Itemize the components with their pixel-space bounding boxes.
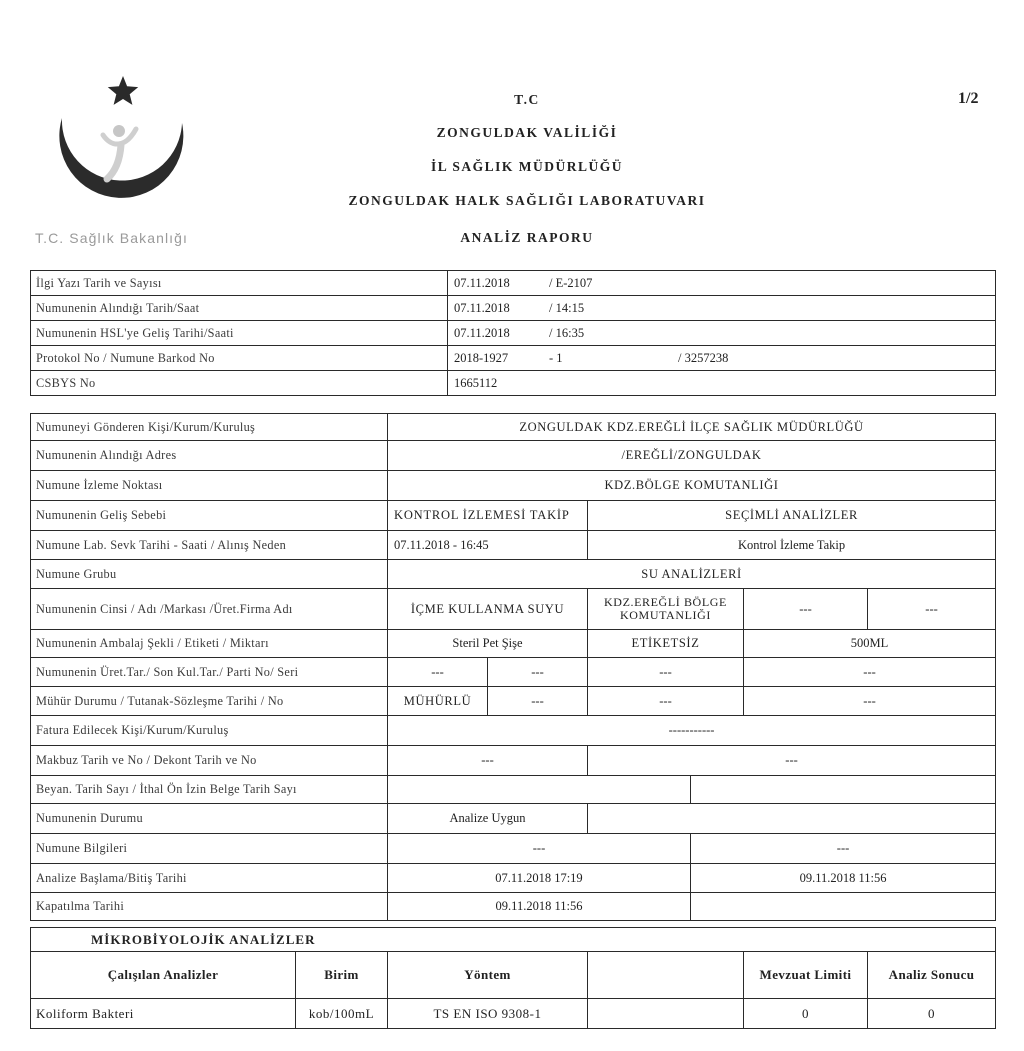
analysis-method: TS EN ISO 9308-1 — [388, 999, 588, 1029]
csbys-value: 1665112 — [448, 371, 996, 396]
arrival-value — [448, 321, 996, 346]
protocol-label: Protokol No / Numune Barkod No — [31, 346, 448, 371]
declaration-row — [31, 776, 996, 804]
header-laboratory: ZONGULDAK HALK SAĞLIĞI LABORATUVARI — [348, 193, 706, 208]
group-label: Numune Grubu — [31, 560, 388, 589]
closing-date-value: 09.11.2018 11:56 — [388, 893, 691, 921]
status-note — [588, 804, 996, 834]
analysis-header: Çalışılan Analizler — [31, 952, 296, 999]
method-header: Yöntem — [388, 952, 588, 999]
declaration-value — [388, 776, 691, 804]
analysis-dates-label: Analize Başlama/Bitiş Tarihi — [31, 864, 388, 893]
address-row — [31, 441, 996, 471]
header-directorate: İL SAĞLIK MÜDÜRLÜĞÜ — [430, 159, 624, 174]
type-label: Numunenin Cinsi / Adı /Markası /Üret.Firma Adı — [31, 589, 388, 630]
info-value-secondary: --- — [691, 834, 996, 864]
sampling-row — [31, 296, 996, 321]
sampling-label: Numunenin Alındığı Tarih/Saat — [31, 296, 448, 321]
dispatch-label: Numune Lab. Sevk Tarihi - Saati / Alınış Neden — [31, 531, 388, 560]
packaging-type: Steril Pet Şişe — [388, 630, 588, 658]
reference-date: 07.11.2018 — [454, 275, 510, 290]
address-value: /EREĞLİ/ZONGULDAK — [388, 441, 996, 471]
dispatch-row — [31, 531, 996, 560]
expiry-date: --- — [488, 658, 588, 687]
limit-header: Mevzuat Limiti — [744, 952, 868, 999]
address-label: Numunenin Alındığı Adres — [31, 441, 388, 471]
sender-row — [31, 414, 996, 441]
ministry-logo — [35, 75, 225, 250]
type-brand: --- — [744, 589, 868, 630]
header-country: T.C — [514, 92, 540, 107]
closing-date-blank — [691, 893, 996, 921]
report-date: --- — [488, 687, 588, 716]
analysis-limit: 0 — [744, 999, 868, 1029]
packaging-quantity: 500ML — [744, 630, 996, 658]
type-kind: İÇME KULLANMA SUYU — [388, 589, 588, 630]
analysis-result: 0 — [868, 999, 996, 1029]
info-label: Numune Bilgileri — [31, 834, 388, 864]
contract-number: --- — [744, 687, 996, 716]
analysis-name: Koliform Bakteri — [31, 999, 296, 1029]
type-name: KDZ.EREĞLİ BÖLGE KOMUTANLIĞI — [588, 589, 744, 630]
result-header: Analiz Sonucu — [868, 952, 996, 999]
bank-slip-value: --- — [588, 746, 996, 776]
billing-value: ----------- — [388, 716, 996, 746]
microbiology-table — [30, 927, 996, 1029]
microbiology-title-row — [31, 928, 996, 952]
microbiology-title: MİKROBİYOLOJİK ANALİZLER — [31, 928, 996, 952]
microbiology-header-row — [31, 952, 996, 999]
receipt-label: Makbuz Tarih ve No / Dekont Tarih ve No — [31, 746, 388, 776]
header-governorship: ZONGULDAK VALİLİĞİ — [436, 125, 618, 140]
contract-date: --- — [588, 687, 744, 716]
monitoring-point-label: Numune İzleme Noktası — [31, 471, 388, 501]
table-row — [31, 999, 996, 1029]
monitoring-point-row — [31, 471, 996, 501]
info-value-primary: --- — [388, 834, 691, 864]
seal-label: Mühür Durumu / Tutanak-Sözleşme Tarihi / No — [31, 687, 388, 716]
closing-date-row — [31, 893, 996, 921]
packaging-label: Numunenin Ambalaj Şekli / Etiketi / Miktarı — [31, 630, 388, 658]
closing-date-label: Kapatılma Tarihi — [31, 893, 388, 921]
analysis-dates-row — [31, 864, 996, 893]
receipt-value: --- — [388, 746, 588, 776]
dispatch-datetime: 07.11.2018 - 16:45 — [388, 531, 588, 560]
request-info-table — [30, 270, 996, 396]
production-row — [31, 658, 996, 687]
status-value: Analize Uygun — [388, 804, 588, 834]
analysis-unit: kob/100mL — [296, 999, 388, 1029]
sample-barcode: / 3257238 — [678, 350, 729, 365]
packaging-row — [31, 630, 996, 658]
reference-number: / E-2107 — [549, 275, 593, 290]
lot-number: --- — [588, 658, 744, 687]
arrival-row — [31, 321, 996, 346]
serial-number: --- — [744, 658, 996, 687]
declaration-label: Beyan. Tarih Sayı / İthal Ön İzin Belge Tarih Sayı — [31, 776, 388, 804]
analysis-end: 09.11.2018 11:56 — [691, 864, 996, 893]
person-figure-icon — [103, 125, 136, 179]
page-number: 1/2 — [958, 90, 979, 107]
reason-label: Numunenin Geliş Sebebi — [31, 501, 388, 531]
import-permit-value — [691, 776, 996, 804]
unit-header: Birim — [296, 952, 388, 999]
group-row — [31, 560, 996, 589]
status-row — [31, 804, 996, 834]
reason-row — [31, 501, 996, 531]
billing-label: Fatura Edilecek Kişi/Kurum/Kuruluş — [31, 716, 388, 746]
star-icon — [108, 76, 138, 105]
protocol-row — [31, 346, 996, 371]
receipt-row — [31, 746, 996, 776]
dispatch-reason: Kontrol İzleme Takip — [588, 531, 996, 560]
type-row — [31, 589, 996, 630]
arrival-date: 07.11.2018 — [454, 325, 510, 340]
protocol-sequence: - 1 — [549, 350, 563, 365]
protocol-value — [448, 346, 996, 371]
monitoring-point-value: KDZ.BÖLGE KOMUTANLIĞI — [388, 471, 996, 501]
csbys-label: CSBYS No — [31, 371, 448, 396]
production-date: --- — [388, 658, 488, 687]
reference-value — [448, 271, 996, 296]
reason-value-primary: KONTROL İZLEMESİ TAKİP — [388, 501, 588, 531]
reason-value-secondary: SEÇİMLİ ANALİZLER — [588, 501, 996, 531]
report-title: ANALİZ RAPORU — [460, 230, 594, 245]
group-value: SU ANALİZLERİ — [388, 560, 996, 589]
type-manufacturer: --- — [868, 589, 996, 630]
reference-label: İlgi Yazı Tarih ve Sayısı — [31, 271, 448, 296]
seal-status: MÜHÜRLÜ — [388, 687, 488, 716]
arrival-time: / 16:35 — [549, 325, 585, 340]
csbys-row — [31, 371, 996, 396]
seal-row — [31, 687, 996, 716]
sender-label: Numuneyi Gönderen Kişi/Kurum/Kuruluş — [31, 414, 388, 441]
protocol-number: 2018-1927 — [454, 350, 509, 365]
blank-header — [588, 952, 744, 999]
status-label: Numunenin Durumu — [31, 804, 388, 834]
analysis-blank — [588, 999, 744, 1029]
reference-row — [31, 271, 996, 296]
analysis-start: 07.11.2018 17:19 — [388, 864, 691, 893]
billing-row — [31, 716, 996, 746]
info-row — [31, 834, 996, 864]
sampling-value — [448, 296, 996, 321]
arrival-label: Numunenin HSL'ye Geliş Tarihi/Saati — [31, 321, 448, 346]
packaging-label-status: ETİKETSİZ — [588, 630, 744, 658]
production-label: Numunenin Üret.Tar./ Son Kul.Tar./ Parti No/ Seri — [31, 658, 388, 687]
logo-caption: T.C. Sağlık Bakanlığı — [35, 230, 189, 246]
sampling-time: / 14:15 — [549, 300, 585, 315]
health-ministry-logo-icon — [35, 75, 225, 225]
sender-value: ZONGULDAK KDZ.EREĞLİ İLÇE SAĞLIK MÜDÜRLÜĞÜ — [388, 414, 996, 441]
sampling-date: 07.11.2018 — [454, 300, 510, 315]
sample-details-table — [30, 413, 996, 921]
